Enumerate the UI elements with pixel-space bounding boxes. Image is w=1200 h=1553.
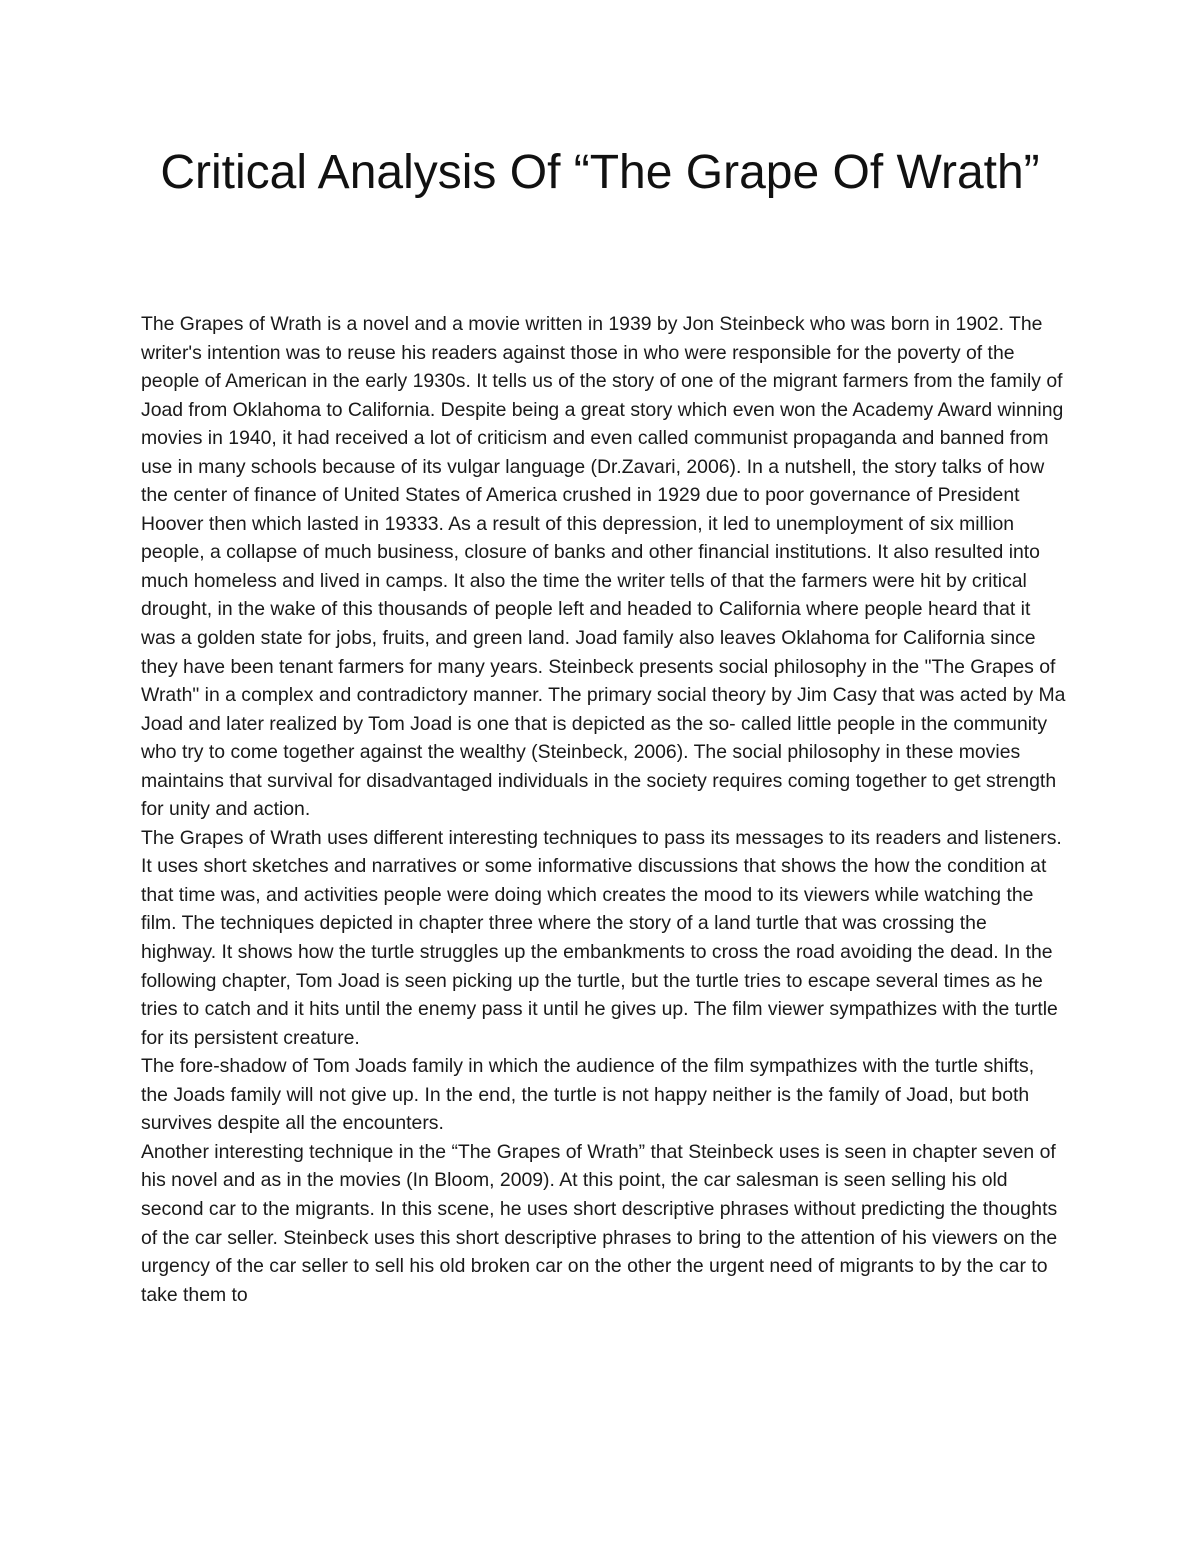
document-body	[141, 310, 1066, 1309]
document-title: Critical Analysis Of “The Grape Of Wrath”	[160, 146, 1040, 199]
paragraph-4: Another interesting technique in the “The Grapes of Wrath” that Steinbeck uses is seen in chapter seven of his novel and as in the movies (In Bloom, 2009). At this point, the car salesman is seen selling his old second car to the migrants. In this scene, he uses short descriptive phrases without predicting the thoughts of the car seller. Steinbeck uses this short descriptive phrases to bring to the attention of his viewers on the urgency of the car seller to sell his old broken car on the other the urgent need of migrants to by the car to take them to	[141, 1140, 1058, 1306]
paragraph-2: The Grapes of Wrath uses different interesting techniques to pass its messages to its readers and listeners. It uses short sketches and narratives or some informative discussions that shows the how the condition at that time was, and activities people were doing which creates the mood to its viewers while watching the film. The techniques depicted in chapter three where the story of a land turtle that was crossing the highway. It shows how the turtle struggles up the embankments to cross the road avoiding the dead. In the following chapter, Tom Joad is seen picking up the turtle, but the turtle tries to escape several times as he tries to catch and it hits until the enemy pass it until he gives up. The film viewer sympathizes with the turtle for its persistent creature.	[141, 826, 1062, 1049]
paragraph-1: The Grapes of Wrath is a novel and a movie written in 1939 by Jon Steinbeck who was born in 1902. The writer's intention was to reuse his readers against those in who were responsible for the poverty of the people of American in the early 1930s. It tells us of the story of one of the migrant farmers from the family of Joad from Oklahoma to California. Despite being a great story which even won the Academy Award winning movies in 1940, it had received a lot of criticism and even called communist propaganda and banned from use in many schools because of its vulgar language (Dr.Zavari, 2006). In a nutshell, the story talks of how the center of finance of United States of America crushed in 1929 due to poor governance of President Hoover then which lasted in 19333. As a result of this depression, it led to unemployment of six million people, a collapse of much business, closure of banks and other financial institutions. It also resulted into much homeless and lived in camps. It also the time the writer tells of that the farmers were hit by critical drought, in the wake of this thousands of people left and headed to California where people heard that it was a golden state for jobs, fruits, and green land. Joad family also leaves Oklahoma for California since they have been tenant farmers for many years. Steinbeck presents social philosophy in the "The Grapes of Wrath" in a complex and contradictory manner. The primary social theory by Jim Casy that was acted by Ma Joad and later realized by Tom Joad is one that is depicted as the so- called little people in the community who try to come together against the wealthy (Steinbeck, 2006). The social philosophy in these movies maintains that survival for disadvantaged individuals in the society requires coming together to get strength for unity and action.	[141, 313, 1066, 821]
paragraph-3: The fore-shadow of Tom Joads family in which the audience of the film sympathizes with the turtle shifts, the Joads family will not give up. In the end, the turtle is not happy neither is the family of Joad, but both survives despite all the encounters.	[141, 1055, 1035, 1135]
